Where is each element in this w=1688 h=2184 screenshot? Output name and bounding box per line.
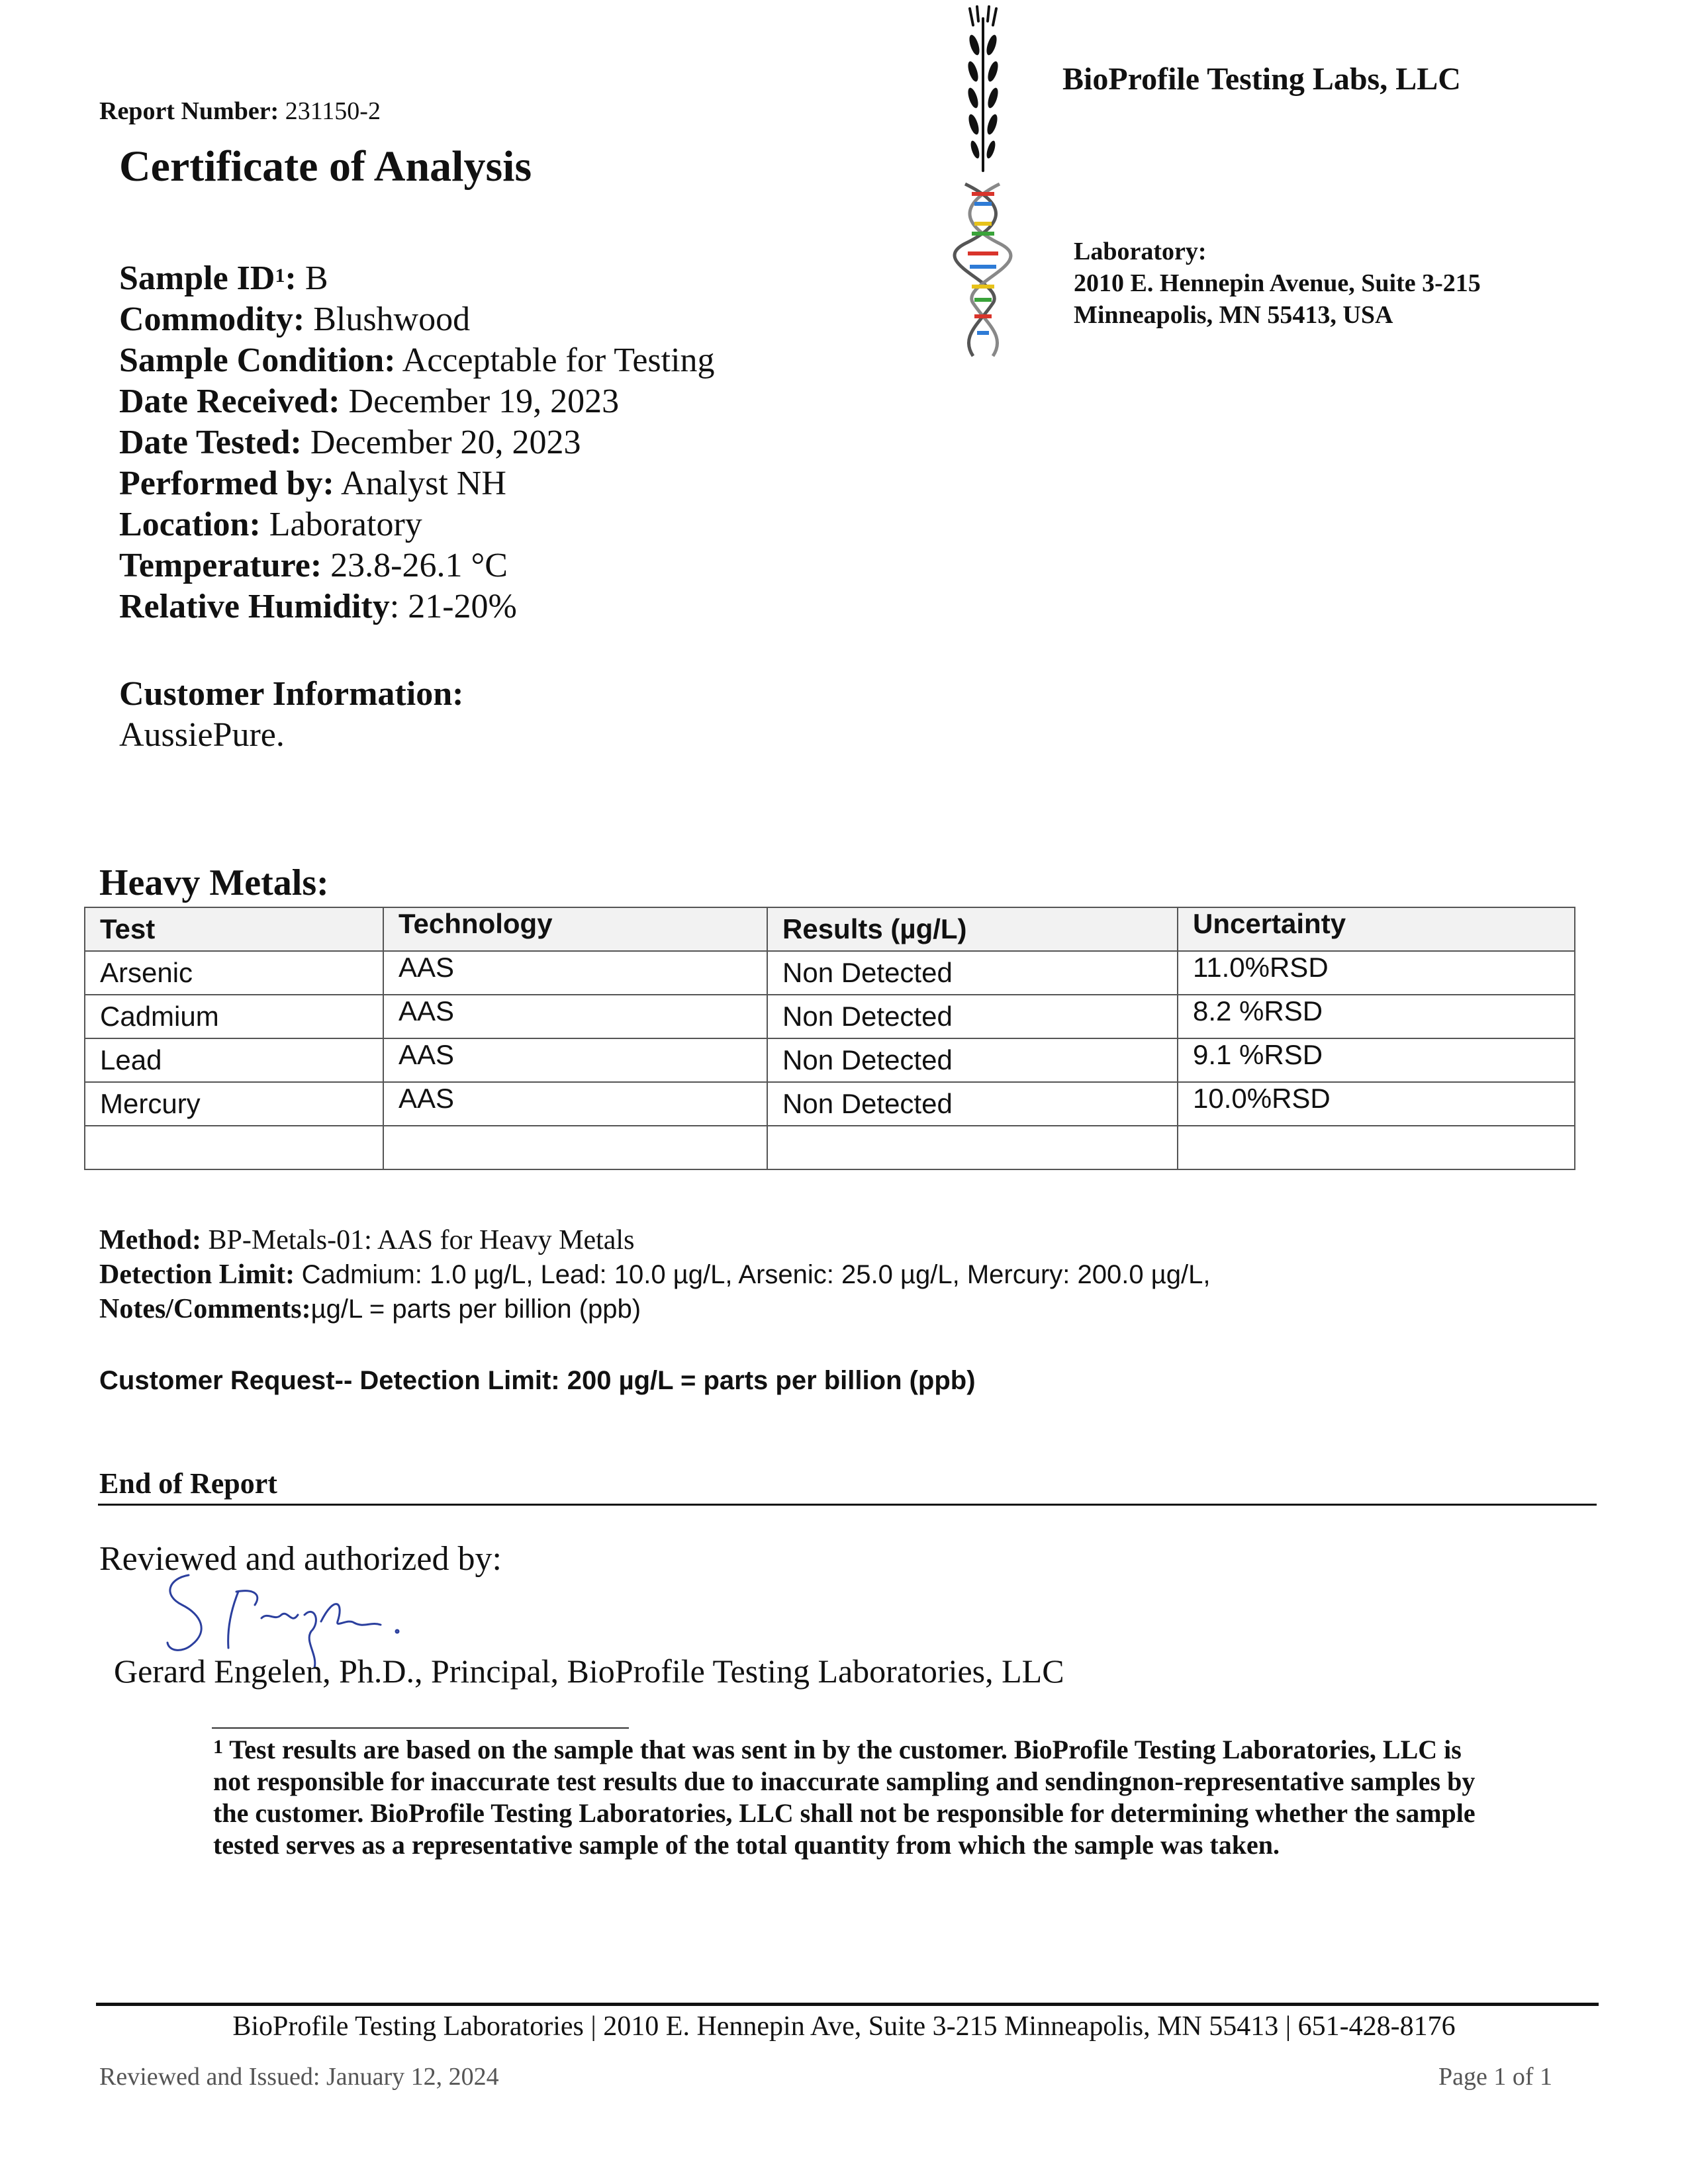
lab-address — [1074, 236, 1481, 331]
method-label: Method: — [99, 1225, 201, 1255]
column-header-uncertainty — [1178, 907, 1575, 951]
issued-date: Reviewed and Issued: January 12, 2024 — [99, 2063, 499, 2091]
temperature-label: Temperature: — [119, 547, 322, 584]
cell-uncertainty — [1178, 1038, 1575, 1082]
cell-result — [767, 1126, 1178, 1169]
commodity-label: Commodity: — [119, 300, 305, 338]
cell-result: Non Detected — [767, 995, 1178, 1038]
cell-technology — [383, 951, 767, 995]
cell-uncertainty-value: 11.0%RSD — [1193, 952, 1329, 983]
cell-uncertainty-value: 10.0%RSD — [1193, 1083, 1331, 1114]
cell-uncertainty — [1178, 995, 1575, 1038]
table-row — [85, 1082, 1575, 1126]
lab-name: BioProfile Testing Labs, LLC — [1062, 62, 1461, 97]
table-header-row — [85, 907, 1575, 951]
table-row — [85, 1038, 1575, 1082]
cell-technology — [383, 995, 767, 1038]
date-tested-row — [119, 422, 715, 463]
report-number-label: Report Number: — [99, 97, 279, 125]
cell-uncertainty — [1178, 1082, 1575, 1126]
footnote-number: 1 — [213, 1736, 223, 1758]
performed-by-row — [119, 463, 715, 504]
signer-name: Gerard Engelen, Ph.D., Principal, BioProfile Testing Laboratories, LLC — [114, 1653, 1064, 1690]
reviewed-label: Reviewed and authorized by: — [99, 1540, 502, 1578]
column-header-results: Results (µg/L) — [767, 907, 1178, 951]
cell-result: Non Detected — [767, 1038, 1178, 1082]
detection-limit-label: Detection Limit: — [99, 1259, 295, 1290]
column-header-test: Test — [85, 907, 383, 951]
lab-address-line2: Minneapolis, MN 55413, USA — [1074, 301, 1393, 329]
table-row-empty — [85, 1126, 1575, 1169]
date-tested-label: Date Tested: — [119, 424, 302, 461]
date-received-label: Date Received: — [119, 383, 340, 420]
cell-uncertainty — [1178, 951, 1575, 995]
method-row — [99, 1223, 1211, 1257]
column-header-technology — [383, 907, 767, 951]
method-details — [99, 1223, 1211, 1326]
report-number — [99, 97, 381, 126]
footer-divider — [96, 2003, 1599, 2006]
cell-test — [85, 1126, 383, 1169]
cell-uncertainty-value: 9.1 %RSD — [1193, 1039, 1323, 1070]
heavy-metals-table — [84, 907, 1575, 1170]
humidity-label: Relative Humidity — [119, 588, 390, 625]
table-row — [85, 995, 1575, 1038]
cell-test: Mercury — [85, 1082, 383, 1126]
column-header-technology-label: Technology — [399, 908, 553, 939]
sample-id-label: Sample ID — [119, 259, 275, 297]
lab-address-line1: 2010 E. Hennepin Avenue, Suite 3-215 — [1074, 269, 1481, 297]
temperature-value: 23.8-26.1 °C — [330, 547, 508, 584]
footnote-text: Test results are based on the sample that was sent in by the customer. BioProfile Testing Laboratories, LLC is not responsible for inaccurate test results due to inaccurate sampling and sendingnon-representative samples by the customer. BioProfile Testing Laboratories, LLC shall not be responsible for determining whether the sample tested serves as a representative sample of the total quantity from which the sample was taken. — [213, 1735, 1476, 1860]
page-number: Page 1 of 1 — [1438, 2063, 1552, 2091]
footnote — [213, 1734, 1491, 1861]
location-label: Location: — [119, 506, 261, 543]
sample-id-value: B — [305, 259, 328, 297]
humidity-row — [119, 586, 715, 627]
cell-technology-value: AAS — [399, 995, 455, 1026]
cell-technology-value: AAS — [399, 1039, 455, 1070]
date-tested-value: December 20, 2023 — [310, 424, 581, 461]
detection-limit-value: Cadmium: 1.0 µg/L, Lead: 10.0 µg/L, Arsenic: 25.0 µg/L, Mercury: 200.0 µg/L, — [301, 1260, 1211, 1289]
detection-limit-row — [99, 1257, 1211, 1292]
cell-test: Arsenic — [85, 951, 383, 995]
cell-result: Non Detected — [767, 1082, 1178, 1126]
temperature-row — [119, 545, 715, 586]
customer-request: Customer Request-- Detection Limit: 200 µg/L = parts per billion (ppb) — [99, 1366, 976, 1395]
footnote-divider — [212, 1727, 629, 1729]
lab-address-label: Laboratory: — [1074, 238, 1207, 265]
cell-test: Cadmium — [85, 995, 383, 1038]
wheat-dna-helix-logo — [933, 5, 1033, 363]
sample-id-row — [119, 258, 715, 299]
cell-uncertainty-value: 8.2 %RSD — [1193, 995, 1323, 1026]
sample-details — [119, 258, 715, 627]
cell-technology — [383, 1082, 767, 1126]
cell-technology-value: AAS — [399, 952, 455, 983]
notes-label: Notes/Comments: — [99, 1294, 311, 1324]
location-value: Laboratory — [269, 506, 422, 543]
sample-condition-label: Sample Condition: — [119, 341, 396, 379]
cell-technology — [383, 1126, 767, 1169]
sample-id-colon: : — [285, 259, 297, 297]
method-value: BP-Metals-01: AAS for Heavy Metals — [208, 1225, 635, 1255]
cell-technology-value: AAS — [399, 1083, 455, 1114]
notes-value: µg/L = parts per billion (ppb) — [310, 1295, 641, 1324]
location-row — [119, 504, 715, 545]
report-number-value: 231150-2 — [285, 97, 381, 125]
performed-by-value: Analyst NH — [341, 465, 506, 502]
table-row — [85, 951, 1575, 995]
sample-condition-value: Acceptable for Testing — [402, 341, 715, 379]
commodity-value: Blushwood — [313, 300, 471, 338]
sample-condition-row — [119, 340, 715, 381]
footnote-mark: 1 — [275, 265, 285, 287]
divider — [98, 1504, 1597, 1506]
column-header-uncertainty-label: Uncertainty — [1193, 908, 1346, 939]
cell-uncertainty — [1178, 1126, 1575, 1169]
cell-technology — [383, 1038, 767, 1082]
humidity-value: : 21-20% — [389, 588, 517, 625]
date-received-value: December 19, 2023 — [348, 383, 620, 420]
end-of-report: End of Report — [99, 1467, 277, 1500]
customer-label: Customer Information: — [119, 675, 464, 713]
notes-row — [99, 1292, 1211, 1326]
cell-test: Lead — [85, 1038, 383, 1082]
date-received-row — [119, 381, 715, 422]
cell-result: Non Detected — [767, 951, 1178, 995]
footer-contact: BioProfile Testing Laboratories | 2010 E. Hennepin Ave, Suite 3-215 Minneapolis, MN 55413 | 651-428-8176 — [232, 2011, 1456, 2042]
customer-information — [119, 674, 463, 756]
performed-by-label: Performed by: — [119, 465, 334, 502]
page-title: Certificate of Analysis — [119, 142, 532, 191]
customer-value: AussiePure. — [119, 716, 285, 754]
heavy-metals-heading: Heavy Metals: — [99, 862, 329, 903]
commodity-row — [119, 299, 715, 340]
